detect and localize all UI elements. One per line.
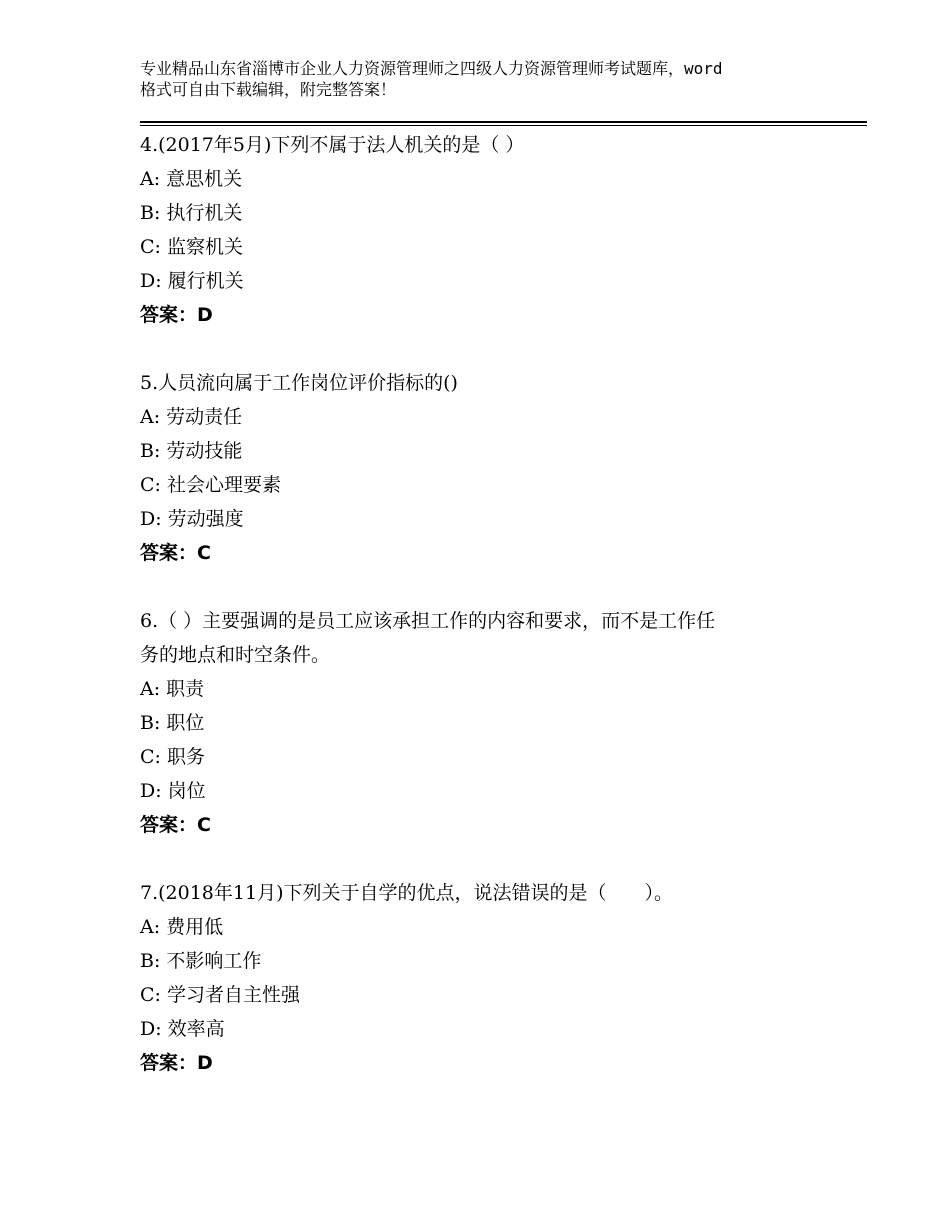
option-d: D: 履行机关: [140, 270, 244, 292]
answer: 答案：C: [140, 542, 211, 564]
option-c: C: 社会心理要素: [140, 474, 281, 496]
question-4: [140, 128, 830, 332]
question-stem-line: 4.(2017年5月)下列不属于法人机关的是（ ）: [140, 134, 525, 156]
option-d: D: 劳动强度: [140, 508, 244, 530]
question-stem-line: 6.（ ）主要强调的是员工应该承担工作的内容和要求，而不是工作任: [140, 610, 716, 632]
spacer: [140, 570, 830, 604]
spacer: [140, 332, 830, 366]
option-a: A: 意思机关: [140, 168, 243, 190]
option-d: D: 效率高: [140, 1018, 225, 1040]
option-b: B: 执行机关: [140, 202, 243, 224]
header-rule-thick: [140, 121, 867, 123]
question-list: [140, 128, 830, 1080]
question-stem-line: 7.(2018年11月)下列关于自学的优点，说法错误的是（ ）。: [140, 882, 673, 904]
option-d: D: 岗位: [140, 780, 206, 802]
option-b: B: 劳动技能: [140, 440, 243, 462]
question-stem: [140, 876, 830, 910]
question-6: [140, 604, 830, 842]
question-5: [140, 366, 830, 570]
document-header: [140, 58, 840, 100]
option-b: B: 职位: [140, 712, 205, 734]
question-stem-line: 5.人员流向属于工作岗位评价指标的(): [140, 372, 458, 394]
option-b: B: 不影响工作: [140, 950, 262, 972]
option-c: C: 监察机关: [140, 236, 243, 258]
spacer: [140, 842, 830, 876]
header-line-2: 格式可自由下载编辑，附完整答案！: [140, 80, 397, 99]
option-c: C: 学习者自主性强: [140, 984, 300, 1006]
option-a: A: 费用低: [140, 916, 224, 938]
question-stem-line: 务的地点和时空条件。: [140, 644, 331, 666]
answer: 答案：D: [140, 304, 213, 326]
option-a: A: 劳动责任: [140, 406, 243, 428]
option-a: A: 职责: [140, 678, 205, 700]
question-stem: [140, 604, 830, 672]
header-rule-thin: [140, 125, 867, 126]
question-7: [140, 876, 830, 1080]
header-line-1: 专业精品山东省淄博市企业人力资源管理师之四级人力资源管理师考试题库，word: [140, 59, 723, 78]
question-stem: [140, 128, 830, 162]
option-c: C: 职务: [140, 746, 205, 768]
answer: 答案：D: [140, 1052, 213, 1074]
question-stem: [140, 366, 830, 400]
answer: 答案：C: [140, 814, 211, 836]
